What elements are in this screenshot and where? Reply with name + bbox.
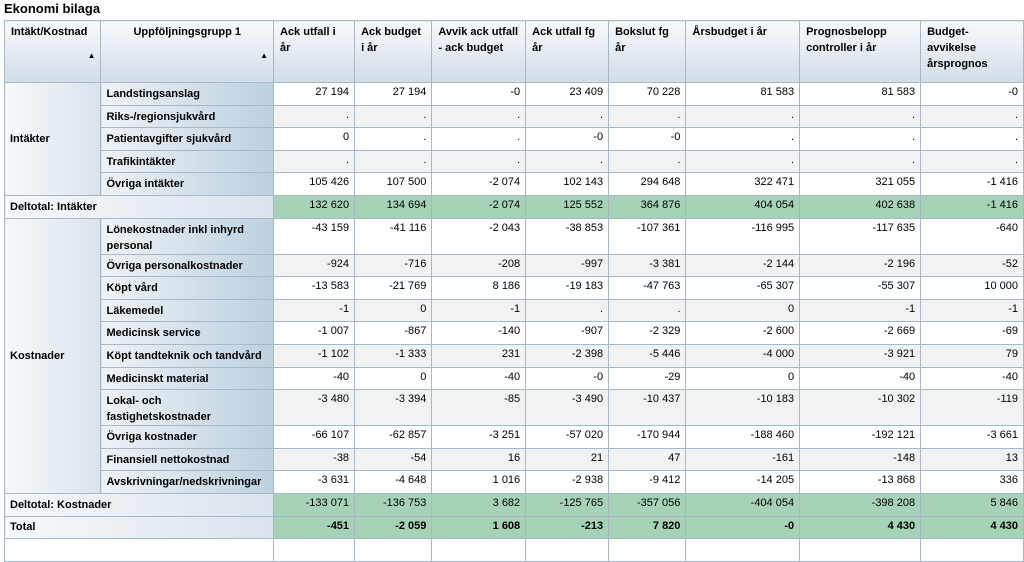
value-cell: -1 102: [274, 344, 355, 367]
table-row: [5, 173, 1024, 196]
total-row: [5, 516, 1024, 539]
value-cell: -40: [800, 367, 921, 390]
table-row: [5, 150, 1024, 173]
table-row: [5, 105, 1024, 128]
row-label: Övriga personalkostnader: [101, 254, 274, 277]
value-cell: -0: [432, 83, 526, 106]
subtotal-value: 134 694: [355, 195, 432, 218]
value-cell: -640: [921, 218, 1024, 254]
value-cell: -47 763: [609, 277, 686, 300]
value-cell: -2 398: [526, 344, 609, 367]
table-row: [5, 218, 1024, 254]
value-cell: 231: [432, 344, 526, 367]
value-cell: -52: [921, 254, 1024, 277]
column-header-avvik-ack[interactable]: Avvik ack utfall - ack budget: [432, 21, 526, 83]
value-cell: 336: [921, 471, 1024, 494]
subtotal-value: -1 416: [921, 195, 1024, 218]
value-cell: 1 016: [432, 471, 526, 494]
page-title: Ekonomi bilaga: [4, 1, 101, 16]
value-cell: -55 307: [800, 277, 921, 300]
value-cell: -161: [686, 448, 800, 471]
empty-cell: [526, 539, 609, 562]
total-value: 4 430: [921, 516, 1024, 539]
value-cell: .: [432, 105, 526, 128]
value-cell: 321 055: [800, 173, 921, 196]
empty-cell: [609, 539, 686, 562]
group-label: Intäkter: [5, 83, 101, 196]
value-cell: .: [274, 105, 355, 128]
value-cell: 27 194: [355, 83, 432, 106]
value-cell: -208: [432, 254, 526, 277]
empty-cell: [355, 539, 432, 562]
value-cell: -3 921: [800, 344, 921, 367]
value-cell: -14 205: [686, 471, 800, 494]
header-row: [5, 21, 1024, 83]
value-cell: -924: [274, 254, 355, 277]
empty-cell: [921, 539, 1024, 562]
table-row: [5, 299, 1024, 322]
value-cell: .: [686, 128, 800, 151]
value-cell: -107 361: [609, 218, 686, 254]
value-cell: -10 183: [686, 390, 800, 426]
column-header-ack-utfall[interactable]: Ack utfall i år: [274, 21, 355, 83]
total-value: 1 608: [432, 516, 526, 539]
column-header-label: Uppföljningsgrupp 1: [133, 26, 242, 38]
value-cell: 105 426: [274, 173, 355, 196]
value-cell: -170 944: [609, 426, 686, 449]
value-cell: -3 490: [526, 390, 609, 426]
value-cell: -57 020: [526, 426, 609, 449]
value-cell: 0: [686, 299, 800, 322]
subtotal-label: Deltotal: Kostnader: [5, 493, 274, 516]
value-cell: -9 412: [609, 471, 686, 494]
subtotal-value: -357 056: [609, 493, 686, 516]
value-cell: -192 121: [800, 426, 921, 449]
value-cell: .: [274, 150, 355, 173]
value-cell: -2 669: [800, 322, 921, 345]
value-cell: -1: [432, 299, 526, 322]
value-cell: -119: [921, 390, 1024, 426]
value-cell: .: [921, 150, 1024, 173]
value-cell: -4 648: [355, 471, 432, 494]
subtotal-row: [5, 195, 1024, 218]
value-cell: -3 661: [921, 426, 1024, 449]
sort-ascending-icon[interactable]: ▲: [260, 51, 268, 60]
value-cell: 81 583: [800, 83, 921, 106]
value-cell: .: [800, 128, 921, 151]
table-row: [5, 128, 1024, 151]
value-cell: -69: [921, 322, 1024, 345]
value-cell: -3 480: [274, 390, 355, 426]
empty-cell: [432, 539, 526, 562]
value-cell: 294 648: [609, 173, 686, 196]
value-cell: .: [355, 128, 432, 151]
subtotal-value: -2 074: [432, 195, 526, 218]
row-label: Lokal- och fastighetskostnader: [101, 390, 274, 426]
table-row: [5, 277, 1024, 300]
value-cell: -0: [921, 83, 1024, 106]
value-cell: 70 228: [609, 83, 686, 106]
subtotal-value: 132 620: [274, 195, 355, 218]
table-row: [5, 254, 1024, 277]
subtotal-value: -125 765: [526, 493, 609, 516]
value-cell: .: [609, 150, 686, 173]
value-cell: -1: [800, 299, 921, 322]
value-cell: -65 307: [686, 277, 800, 300]
value-cell: -21 769: [355, 277, 432, 300]
value-cell: .: [355, 150, 432, 173]
value-cell: 102 143: [526, 173, 609, 196]
value-cell: 8 186: [432, 277, 526, 300]
column-header-arsbudget[interactable]: Årsbudget i år: [686, 21, 800, 83]
value-cell: -2 329: [609, 322, 686, 345]
value-cell: 13: [921, 448, 1024, 471]
table-row: [5, 367, 1024, 390]
column-header-bokslut-fg[interactable]: Bokslut fg år: [609, 21, 686, 83]
value-cell: -41 116: [355, 218, 432, 254]
subtotal-value: -136 753: [355, 493, 432, 516]
value-cell: -10 302: [800, 390, 921, 426]
column-header-prognosbelopp[interactable]: Prognosbelopp controller i år: [800, 21, 921, 83]
value-cell: -907: [526, 322, 609, 345]
sort-ascending-icon[interactable]: ▲: [87, 51, 96, 60]
subtotal-value: 364 876: [609, 195, 686, 218]
value-cell: 16: [432, 448, 526, 471]
value-cell: -1: [274, 299, 355, 322]
value-cell: -2 074: [432, 173, 526, 196]
value-cell: 23 409: [526, 83, 609, 106]
value-cell: .: [921, 105, 1024, 128]
value-cell: .: [526, 105, 609, 128]
value-cell: -0: [526, 367, 609, 390]
table-row: [5, 390, 1024, 426]
value-cell: 21: [526, 448, 609, 471]
value-cell: -0: [609, 128, 686, 151]
row-label: Övriga kostnader: [101, 426, 274, 449]
total-value: -451: [274, 516, 355, 539]
value-cell: .: [800, 150, 921, 173]
value-cell: -116 995: [686, 218, 800, 254]
value-cell: -1 333: [355, 344, 432, 367]
row-label: Köpt vård: [101, 277, 274, 300]
value-cell: .: [800, 105, 921, 128]
table-row: [5, 344, 1024, 367]
value-cell: .: [526, 299, 609, 322]
value-cell: -1 007: [274, 322, 355, 345]
row-label: Landstingsanslag: [101, 83, 274, 106]
empty-cell: [686, 539, 800, 562]
value-cell: 322 471: [686, 173, 800, 196]
value-cell: .: [686, 105, 800, 128]
subtotal-value: -133 071: [274, 493, 355, 516]
value-cell: -867: [355, 322, 432, 345]
value-cell: -13 868: [800, 471, 921, 494]
value-cell: -13 583: [274, 277, 355, 300]
column-header-ack-budget[interactable]: Ack budget i år: [355, 21, 432, 83]
row-label: Finansiell nettokostnad: [101, 448, 274, 471]
table-row: [5, 448, 1024, 471]
value-cell: -3 381: [609, 254, 686, 277]
value-cell: -117 635: [800, 218, 921, 254]
empty-cell: [800, 539, 921, 562]
row-label: Trafikintäkter: [101, 150, 274, 173]
total-value: -213: [526, 516, 609, 539]
value-cell: -1 416: [921, 173, 1024, 196]
subtotal-value: 404 054: [686, 195, 800, 218]
row-label: Lönekostnader inkl inhyrd personal: [101, 218, 274, 254]
value-cell: .: [355, 105, 432, 128]
subtotal-value: 5 846: [921, 493, 1024, 516]
value-cell: -40: [921, 367, 1024, 390]
subtotal-label: Deltotal: Intäkter: [5, 195, 274, 218]
value-cell: .: [609, 105, 686, 128]
value-cell: 79: [921, 344, 1024, 367]
subtotal-value: 125 552: [526, 195, 609, 218]
table-row: [5, 426, 1024, 449]
value-cell: -2 938: [526, 471, 609, 494]
row-label: Riks-/regionsjukvård: [101, 105, 274, 128]
column-header-label: Intäkt/Kostnad: [11, 26, 88, 38]
value-cell: -43 159: [274, 218, 355, 254]
value-cell: .: [432, 150, 526, 173]
value-cell: .: [526, 150, 609, 173]
row-label: Övriga intäkter: [101, 173, 274, 196]
value-cell: 27 194: [274, 83, 355, 106]
value-cell: -716: [355, 254, 432, 277]
value-cell: 47: [609, 448, 686, 471]
subtotal-value: 402 638: [800, 195, 921, 218]
subtotal-value: 3 682: [432, 493, 526, 516]
column-header-intakt-kostnad[interactable]: [5, 21, 101, 83]
value-cell: -10 437: [609, 390, 686, 426]
value-cell: 107 500: [355, 173, 432, 196]
value-cell: .: [921, 128, 1024, 151]
total-value: 4 430: [800, 516, 921, 539]
value-cell: -2 043: [432, 218, 526, 254]
value-cell: -66 107: [274, 426, 355, 449]
table-row: [5, 471, 1024, 494]
row-label: Patientavgifter sjukvård: [101, 128, 274, 151]
value-cell: -38: [274, 448, 355, 471]
column-header-ack-utfall-fg[interactable]: Ack utfall fg år: [526, 21, 609, 83]
empty-cell: [5, 539, 274, 562]
value-cell: -997: [526, 254, 609, 277]
value-cell: -38 853: [526, 218, 609, 254]
value-cell: -148: [800, 448, 921, 471]
row-label: Medicinsk service: [101, 322, 274, 345]
total-value: -2 059: [355, 516, 432, 539]
value-cell: .: [609, 299, 686, 322]
value-cell: -2 144: [686, 254, 800, 277]
value-cell: -2 196: [800, 254, 921, 277]
value-cell: -54: [355, 448, 432, 471]
report-table: [4, 20, 1024, 562]
value-cell: 0: [686, 367, 800, 390]
value-cell: -85: [432, 390, 526, 426]
value-cell: -2 600: [686, 322, 800, 345]
empty-cell: [274, 539, 355, 562]
table-row: [5, 83, 1024, 106]
total-value: 7 820: [609, 516, 686, 539]
value-cell: .: [686, 150, 800, 173]
value-cell: -0: [526, 128, 609, 151]
subtotal-row: [5, 493, 1024, 516]
column-header-budgetavvikelse[interactable]: Budget-avvikelse årsprognos: [921, 21, 1024, 83]
value-cell: -40: [274, 367, 355, 390]
row-label: Avskrivningar/nedskrivningar: [101, 471, 274, 494]
value-cell: 10 000: [921, 277, 1024, 300]
value-cell: -40: [432, 367, 526, 390]
row-label: Läkemedel: [101, 299, 274, 322]
value-cell: -3 631: [274, 471, 355, 494]
total-value: -0: [686, 516, 800, 539]
value-cell: -19 183: [526, 277, 609, 300]
subtotal-value: -398 208: [800, 493, 921, 516]
total-label: Total: [5, 516, 274, 539]
value-cell: .: [432, 128, 526, 151]
empty-row: [5, 539, 1024, 562]
value-cell: -5 446: [609, 344, 686, 367]
group-label: Kostnader: [5, 218, 101, 493]
value-cell: -3 251: [432, 426, 526, 449]
value-cell: -140: [432, 322, 526, 345]
value-cell: 0: [355, 299, 432, 322]
value-cell: -4 000: [686, 344, 800, 367]
value-cell: 0: [355, 367, 432, 390]
value-cell: -1: [921, 299, 1024, 322]
value-cell: 0: [274, 128, 355, 151]
column-header-uppfoljningsgrupp[interactable]: [101, 21, 274, 83]
value-cell: -29: [609, 367, 686, 390]
value-cell: -3 394: [355, 390, 432, 426]
row-label: Medicinskt material: [101, 367, 274, 390]
value-cell: -188 460: [686, 426, 800, 449]
value-cell: 81 583: [686, 83, 800, 106]
row-label: Köpt tandteknik och tandvård: [101, 344, 274, 367]
subtotal-value: -404 054: [686, 493, 800, 516]
value-cell: -62 857: [355, 426, 432, 449]
table-row: [5, 322, 1024, 345]
